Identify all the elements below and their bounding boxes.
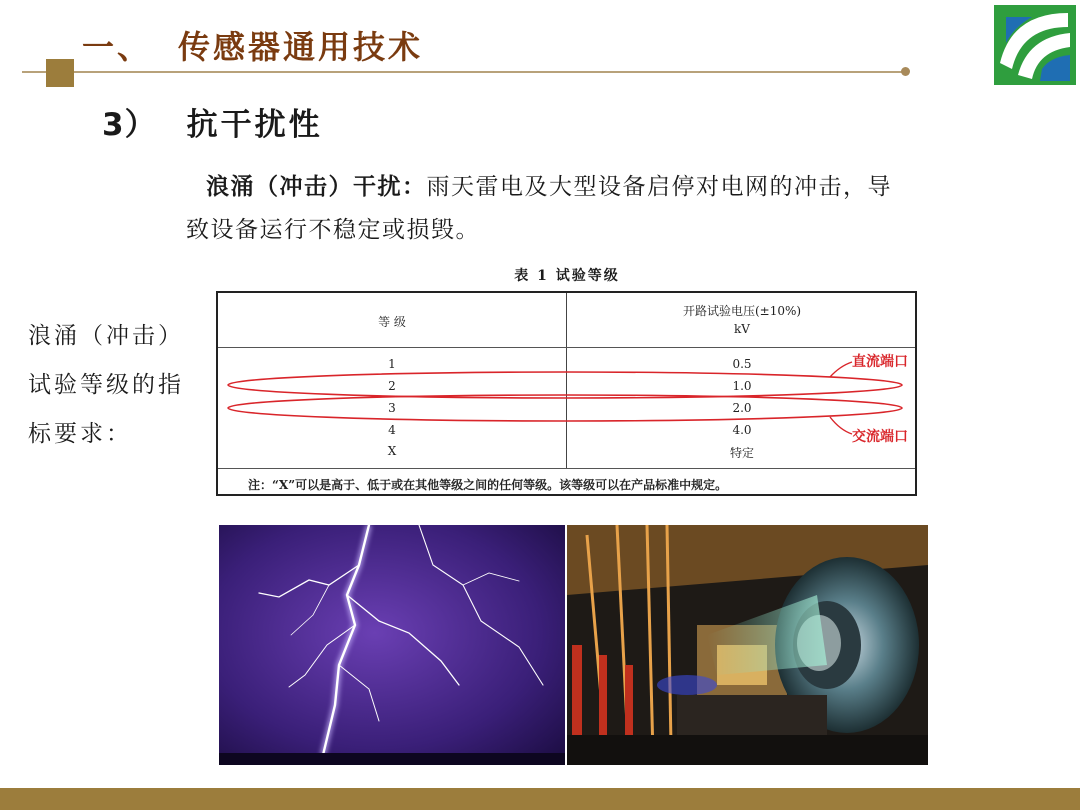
lightning-photo [219,525,565,765]
side-label: 浪涌（冲击）试验等级的指标要求： [28,323,184,447]
table-caption: 表 1 试验等级 [514,268,620,284]
table-cell-level: 1 [388,357,396,371]
heavy-machinery-photo [567,525,928,765]
paragraph-text: 雨天雷电及大型设备启停对电网的冲击，导致设备运行不稳定或损毁。 [186,174,892,243]
section-title: 抗干扰性 [186,107,323,143]
table-note-divider [218,468,915,469]
title-square-decoration [46,59,74,87]
table-cell-voltage: 1.0 [732,379,752,393]
paragraph-lead: 浪涌（冲击）干扰： [206,174,427,200]
table-cell-level: 4 [388,423,396,437]
divider-end-dot [901,67,910,76]
title-number: 一、 [82,28,153,66]
ac-port-label: 交流端口 [852,429,908,445]
table-header-level: 等 级 [378,315,406,329]
table-cell-level: X [387,444,397,458]
footer-bar [0,788,1080,810]
company-logo [992,3,1078,87]
section-number: 3） [102,107,157,143]
table-cell-voltage: 4.0 [732,423,752,437]
section-heading [102,99,323,144]
dc-port-label: 直流端口 [852,354,908,370]
description-paragraph [186,166,906,252]
table-note: 注：“X”可以是高于、低于或在其他等级之间的任何等级。该等级可以在产品标准中规定。 [248,478,728,492]
table-cell-level: 2 [388,379,396,393]
table-cell-voltage: 0.5 [732,357,752,371]
table-header-divider [218,347,915,348]
table-cell-voltage: 2.0 [732,401,752,415]
title-divider [22,71,906,73]
title-text: 传感器通用技术 [178,28,424,66]
table-header-voltage: 开路试验电压(±10%) [682,304,802,318]
table-header-unit: kV [734,322,750,336]
table-cell-voltage: 特定 [729,446,754,460]
table-cell-level: 3 [388,401,396,415]
slide-title [82,22,423,68]
test-level-table [216,291,917,496]
